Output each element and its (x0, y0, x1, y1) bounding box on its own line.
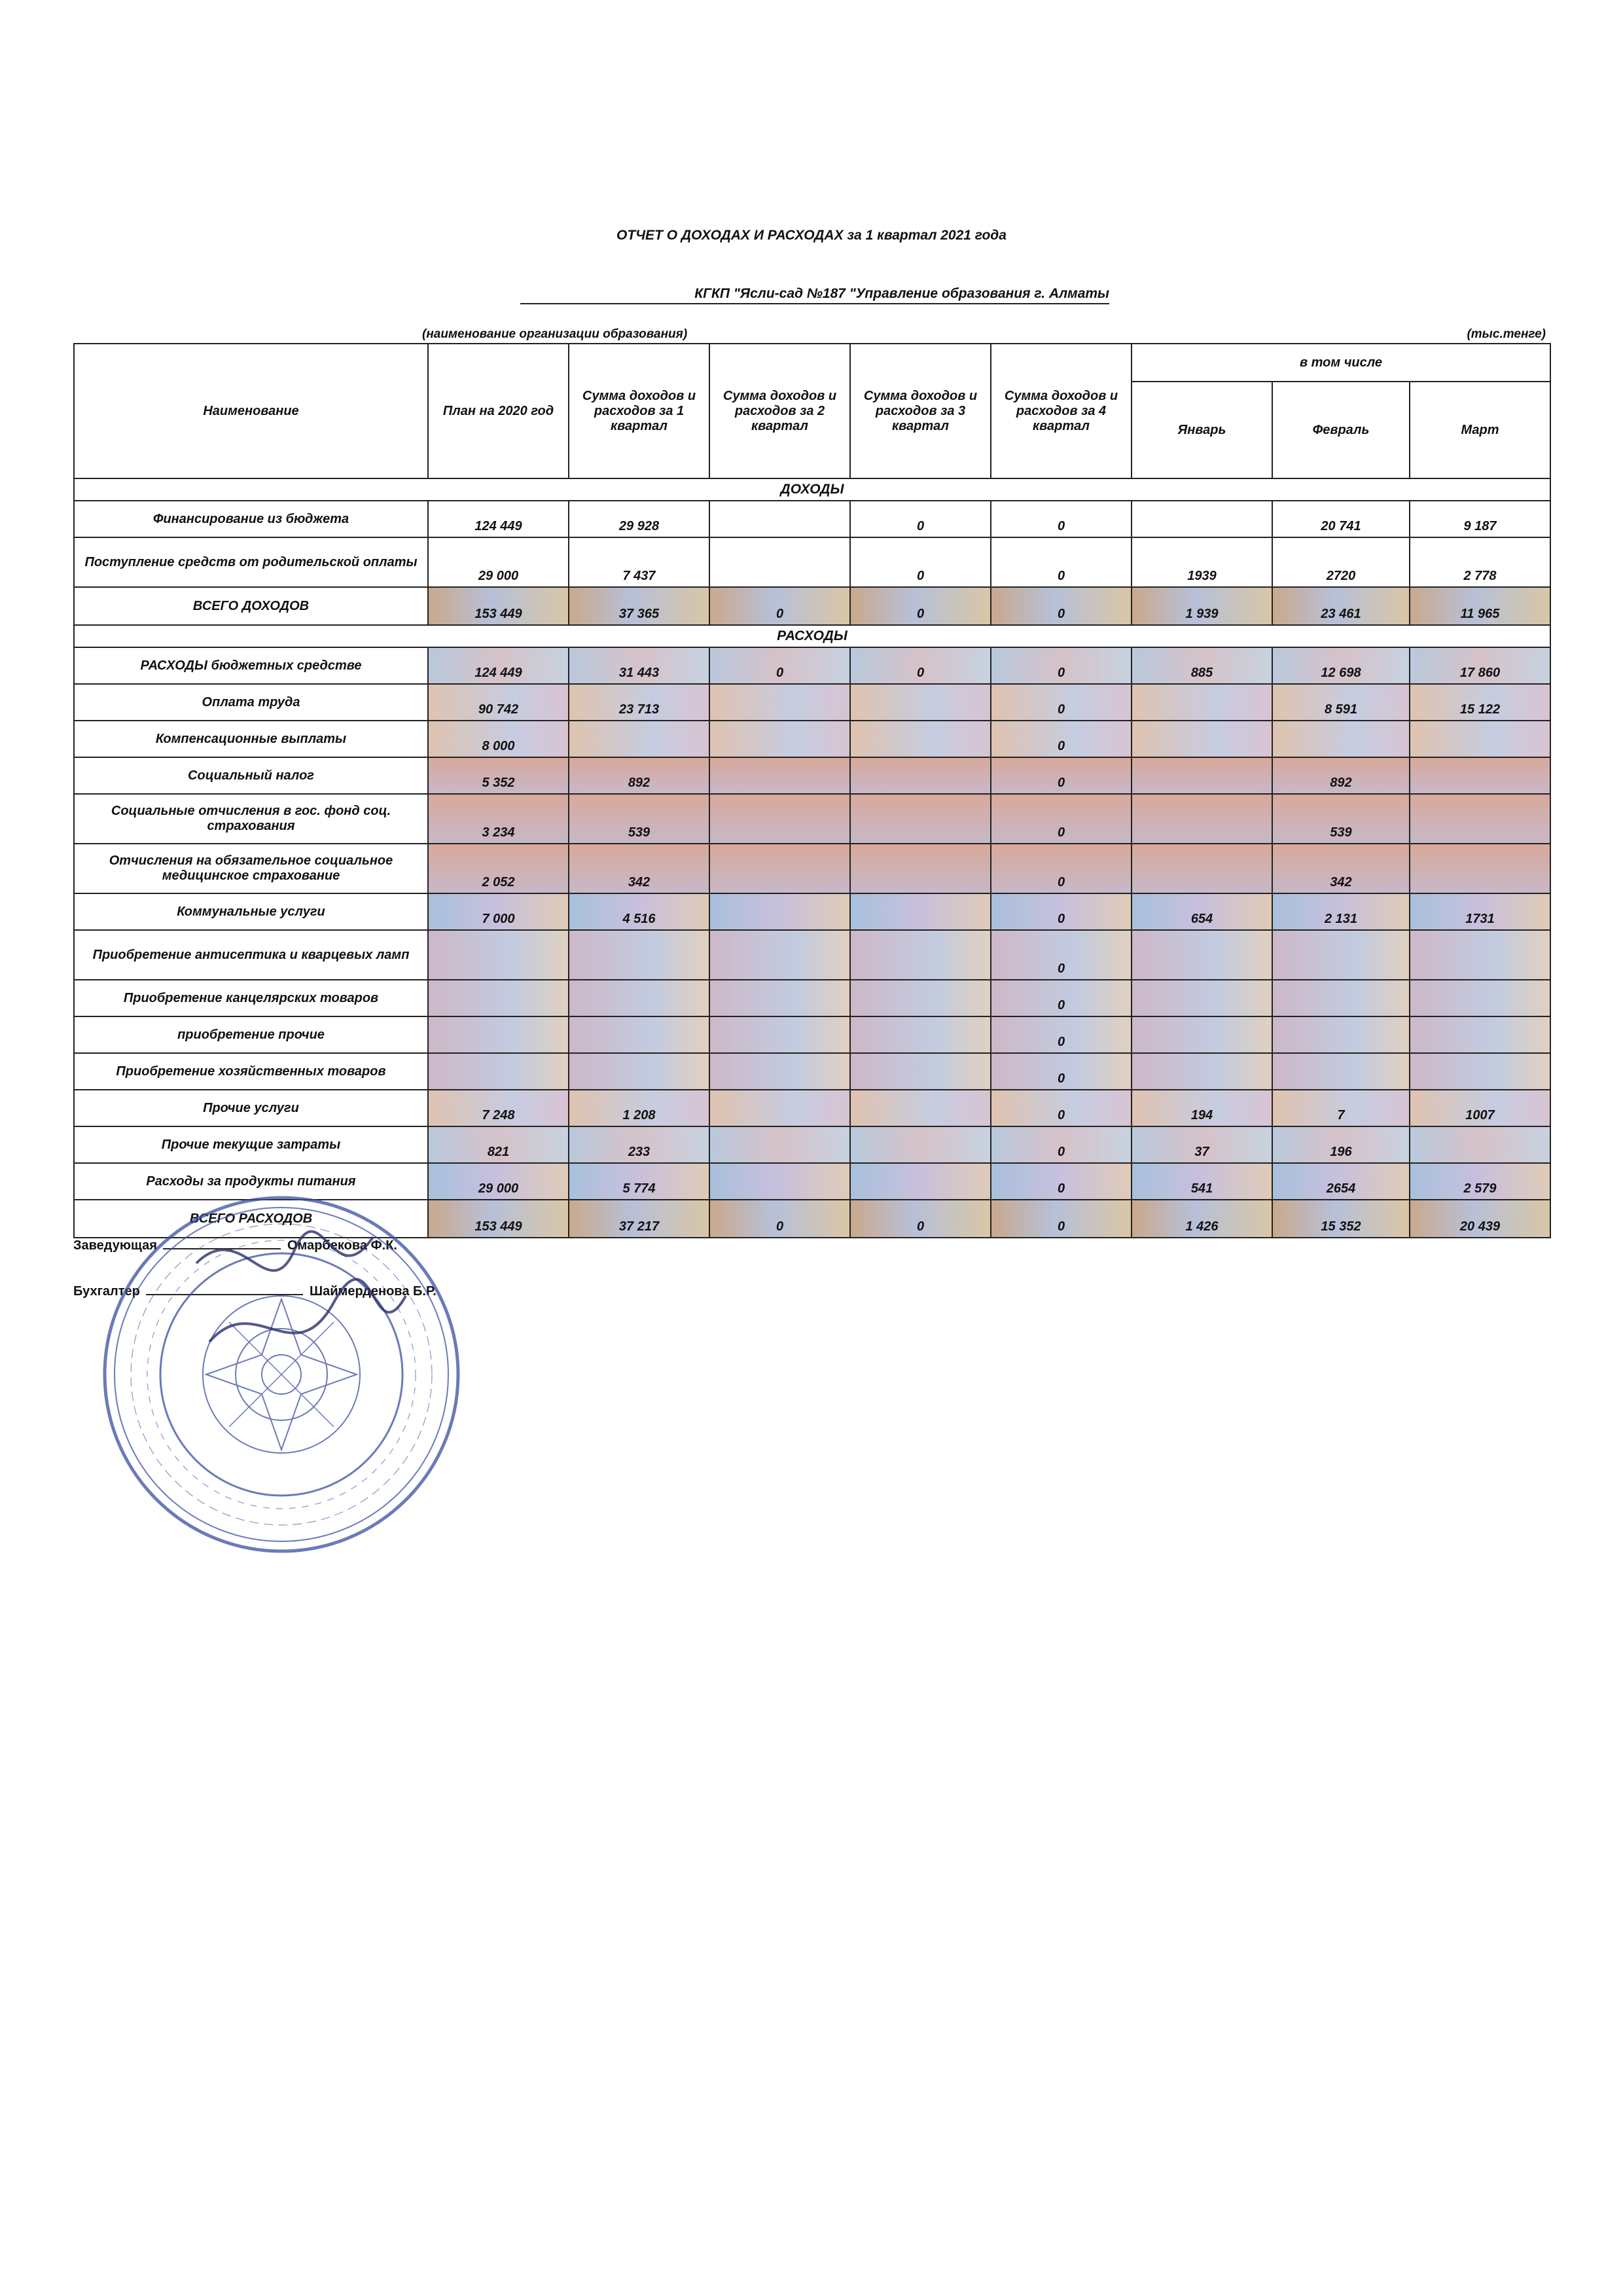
cell-jan (1132, 844, 1272, 893)
cell-q1: 1 208 (569, 1090, 709, 1126)
cell-plan: 153 449 (428, 1200, 569, 1238)
cell-feb: 23 461 (1272, 587, 1410, 625)
table-row (74, 647, 1550, 684)
table-row (74, 1016, 1550, 1053)
cell-q2 (709, 980, 850, 1016)
cell-q2 (709, 757, 850, 794)
cell-feb: 2720 (1272, 537, 1410, 587)
cell-q1: 342 (569, 844, 709, 893)
cell-q1: 5 774 (569, 1163, 709, 1200)
cell-jan: 1 939 (1132, 587, 1272, 625)
cell-jan (1132, 794, 1272, 844)
cell-q3 (850, 1163, 991, 1200)
cell-q4: 0 (991, 1090, 1132, 1126)
cell-mar: 11 965 (1410, 587, 1550, 625)
cell-q1: 233 (569, 1126, 709, 1163)
cell-plan: 7 248 (428, 1090, 569, 1126)
cell-q4: 0 (991, 980, 1132, 1016)
cell-name: Компенсационные выплаты (74, 721, 428, 757)
table-row (74, 980, 1550, 1016)
accountant-role: Бухгалтер (73, 1284, 140, 1299)
cell-plan: 29 000 (428, 1163, 569, 1200)
cell-jan (1132, 1016, 1272, 1053)
cell-q2 (709, 893, 850, 930)
cell-q4: 0 (991, 721, 1132, 757)
cell-q1 (569, 1016, 709, 1053)
cell-q4: 0 (991, 1200, 1132, 1238)
cell-q2: 0 (709, 587, 850, 625)
official-stamp-seal (98, 1191, 465, 1558)
col-header-q3: Сумма доходов и расходов за 3 квартал (850, 344, 991, 478)
cell-plan (428, 1016, 569, 1053)
cell-q3 (850, 684, 991, 721)
report-table (73, 343, 1551, 1238)
cell-feb: 2 131 (1272, 893, 1410, 930)
col-header-name: Наименование (74, 344, 428, 478)
cell-feb: 7 (1272, 1090, 1410, 1126)
cell-q3 (850, 721, 991, 757)
signature-stroke (196, 1231, 373, 1270)
cell-q4: 0 (991, 501, 1132, 537)
table-row (74, 1090, 1550, 1126)
cell-q4: 0 (991, 1163, 1132, 1200)
cell-feb: 15 352 (1272, 1200, 1410, 1238)
cell-q1 (569, 980, 709, 1016)
col-header-mar: Март (1410, 382, 1550, 478)
cell-plan (428, 980, 569, 1016)
cell-jan: 541 (1132, 1163, 1272, 1200)
cell-plan: 29 000 (428, 537, 569, 587)
cell-feb: 2654 (1272, 1163, 1410, 1200)
cell-q3 (850, 757, 991, 794)
cell-name: ВСЕГО РАСХОДОВ (74, 1200, 428, 1238)
cell-mar: 1731 (1410, 893, 1550, 930)
cell-feb (1272, 1016, 1410, 1053)
cell-feb: 196 (1272, 1126, 1410, 1163)
cell-name: Прочие услуги (74, 1090, 428, 1126)
cell-q4: 0 (991, 647, 1132, 684)
cell-q1: 31 443 (569, 647, 709, 684)
cell-jan (1132, 501, 1272, 537)
cell-mar (1410, 1126, 1550, 1163)
cell-q1: 7 437 (569, 537, 709, 587)
cell-feb: 342 (1272, 844, 1410, 893)
cell-plan: 5 352 (428, 757, 569, 794)
col-header-q2: Сумма доходов и расходов за 2 квартал (709, 344, 850, 478)
cell-q1: 892 (569, 757, 709, 794)
cell-plan: 8 000 (428, 721, 569, 757)
cell-mar: 15 122 (1410, 684, 1550, 721)
cell-mar (1410, 1053, 1550, 1090)
col-header-jan: Январь (1132, 382, 1272, 478)
cell-mar (1410, 980, 1550, 1016)
cell-jan (1132, 980, 1272, 1016)
organization-caption: (наименование организации образования) (422, 327, 688, 341)
cell-mar (1410, 1016, 1550, 1053)
cell-q2 (709, 1053, 850, 1090)
col-header-including: в том числе (1132, 344, 1550, 382)
cell-feb (1272, 1053, 1410, 1090)
cell-q1: 37 365 (569, 587, 709, 625)
table-row (74, 893, 1550, 930)
cell-q2 (709, 721, 850, 757)
cell-name: Оплата труда (74, 684, 428, 721)
cell-jan (1132, 930, 1272, 980)
cell-q4: 0 (991, 844, 1132, 893)
table-row (74, 684, 1550, 721)
cell-q1 (569, 930, 709, 980)
report-title: ОТЧЕТ О ДОХОДАХ И РАСХОДАХ за 1 квартал 2021 года (616, 228, 1007, 243)
cell-q2 (709, 1016, 850, 1053)
cell-mar: 1007 (1410, 1090, 1550, 1126)
cell-q3 (850, 893, 991, 930)
cell-feb (1272, 930, 1410, 980)
cell-jan: 1939 (1132, 537, 1272, 587)
cell-name: Прочие текущие затраты (74, 1126, 428, 1163)
cell-mar (1410, 721, 1550, 757)
cell-q2 (709, 1163, 850, 1200)
head-role: Заведующая (73, 1238, 157, 1253)
cell-q3 (850, 1126, 991, 1163)
cell-q2: 0 (709, 1200, 850, 1238)
col-header-feb: Февраль (1272, 382, 1410, 478)
cell-plan (428, 1053, 569, 1090)
cell-jan: 194 (1132, 1090, 1272, 1126)
cell-name: Социальные отчисления в гос. фонд соц. страхования (74, 794, 428, 844)
cell-q4: 0 (991, 794, 1132, 844)
cell-name: Приобретение антисептика и кварцевых ламп (74, 930, 428, 980)
cell-jan: 1 426 (1132, 1200, 1272, 1238)
cell-mar: 9 187 (1410, 501, 1550, 537)
cell-q4: 0 (991, 537, 1132, 587)
cell-q2 (709, 1126, 850, 1163)
table-row (74, 1126, 1550, 1163)
cell-name: Коммунальные услуги (74, 893, 428, 930)
cell-plan: 124 449 (428, 501, 569, 537)
cell-q3: 0 (850, 501, 991, 537)
table-row (74, 721, 1550, 757)
cell-plan: 153 449 (428, 587, 569, 625)
cell-q3 (850, 794, 991, 844)
cell-jan (1132, 757, 1272, 794)
table-row (74, 930, 1550, 980)
cell-jan (1132, 1053, 1272, 1090)
cell-mar (1410, 757, 1550, 794)
cell-q2 (709, 794, 850, 844)
cell-q3: 0 (850, 647, 991, 684)
cell-mar: 2 579 (1410, 1163, 1550, 1200)
cell-q1: 4 516 (569, 893, 709, 930)
cell-feb: 20 741 (1272, 501, 1410, 537)
head-name: Омарбекова Ф.К. (287, 1238, 397, 1253)
cell-q3 (850, 1053, 991, 1090)
cell-q3: 0 (850, 1200, 991, 1238)
cell-name: приобретение прочие (74, 1016, 428, 1053)
cell-q4: 0 (991, 1016, 1132, 1053)
cell-jan (1132, 684, 1272, 721)
cell-mar (1410, 794, 1550, 844)
cell-mar (1410, 844, 1550, 893)
cell-q4: 0 (991, 684, 1132, 721)
cell-name: Приобретение канцелярских товаров (74, 980, 428, 1016)
cell-plan: 7 000 (428, 893, 569, 930)
cell-q1: 23 713 (569, 684, 709, 721)
cell-jan: 885 (1132, 647, 1272, 684)
cell-q2: 0 (709, 647, 850, 684)
cell-jan: 654 (1132, 893, 1272, 930)
cell-q4: 0 (991, 1126, 1132, 1163)
cell-name: Поступление средств от родительской оплаты (74, 537, 428, 587)
cell-q3 (850, 930, 991, 980)
table-row (74, 757, 1550, 794)
income-section-header: ДОХОДЫ (74, 478, 1550, 501)
cell-q4: 0 (991, 930, 1132, 980)
cell-q3 (850, 844, 991, 893)
col-header-plan: План на 2020 год (428, 344, 569, 478)
cell-plan: 90 742 (428, 684, 569, 721)
cell-feb: 539 (1272, 794, 1410, 844)
table-row (74, 844, 1550, 893)
cell-mar (1410, 930, 1550, 980)
cell-q4: 0 (991, 757, 1132, 794)
cell-q1: 29 928 (569, 501, 709, 537)
cell-q4: 0 (991, 893, 1132, 930)
cell-q4: 0 (991, 587, 1132, 625)
table-row (74, 501, 1550, 537)
cell-name: Расходы за продукты питания (74, 1163, 428, 1200)
col-header-q4: Сумма доходов и расходов за 4 квартал (991, 344, 1132, 478)
cell-plan (428, 930, 569, 980)
cell-q1: 539 (569, 794, 709, 844)
cell-mar: 20 439 (1410, 1200, 1550, 1238)
cell-feb (1272, 980, 1410, 1016)
cell-name: РАСХОДЫ бюджетных средстве (74, 647, 428, 684)
organization-name: КГКП "Ясли-сад №187 "Управление образования г. Алматы (520, 286, 1109, 304)
cell-mar: 17 860 (1410, 647, 1550, 684)
cell-q3 (850, 1016, 991, 1053)
cell-name: ВСЕГО ДОХОДОВ (74, 587, 428, 625)
cell-jan: 37 (1132, 1126, 1272, 1163)
cell-plan: 3 234 (428, 794, 569, 844)
cell-q3: 0 (850, 537, 991, 587)
cell-name: Отчисления на обязательное социальное медицинское страхование (74, 844, 428, 893)
cell-q2 (709, 930, 850, 980)
cell-q3 (850, 1090, 991, 1126)
col-header-q1: Сумма доходов и расходов за 1 квартал (569, 344, 709, 478)
cell-feb: 892 (1272, 757, 1410, 794)
table-row (74, 587, 1550, 625)
cell-jan (1132, 721, 1272, 757)
cell-plan: 821 (428, 1126, 569, 1163)
cell-feb (1272, 721, 1410, 757)
cell-q2 (709, 537, 850, 587)
cell-name: Социальный налог (74, 757, 428, 794)
cell-name: Финансирование из бюджета (74, 501, 428, 537)
cell-q3 (850, 980, 991, 1016)
cell-q1: 37 217 (569, 1200, 709, 1238)
cell-q1 (569, 1053, 709, 1090)
units-label: (тыс.тенге) (1467, 327, 1546, 341)
cell-q2 (709, 501, 850, 537)
accountant-name: Шаймерденова Б.Р. (310, 1284, 437, 1299)
table-row (74, 1053, 1550, 1090)
cell-plan: 124 449 (428, 647, 569, 684)
cell-q4: 0 (991, 1053, 1132, 1090)
cell-q1 (569, 721, 709, 757)
cell-plan: 2 052 (428, 844, 569, 893)
cell-feb: 12 698 (1272, 647, 1410, 684)
table-row (74, 537, 1550, 587)
cell-mar: 2 778 (1410, 537, 1550, 587)
cell-q2 (709, 1090, 850, 1126)
expense-section-header: РАСХОДЫ (74, 625, 1550, 647)
cell-q2 (709, 844, 850, 893)
table-row (74, 794, 1550, 844)
cell-name: Приобретение хозяйственных товаров (74, 1053, 428, 1090)
cell-q2 (709, 684, 850, 721)
cell-q3: 0 (850, 587, 991, 625)
cell-feb: 8 591 (1272, 684, 1410, 721)
